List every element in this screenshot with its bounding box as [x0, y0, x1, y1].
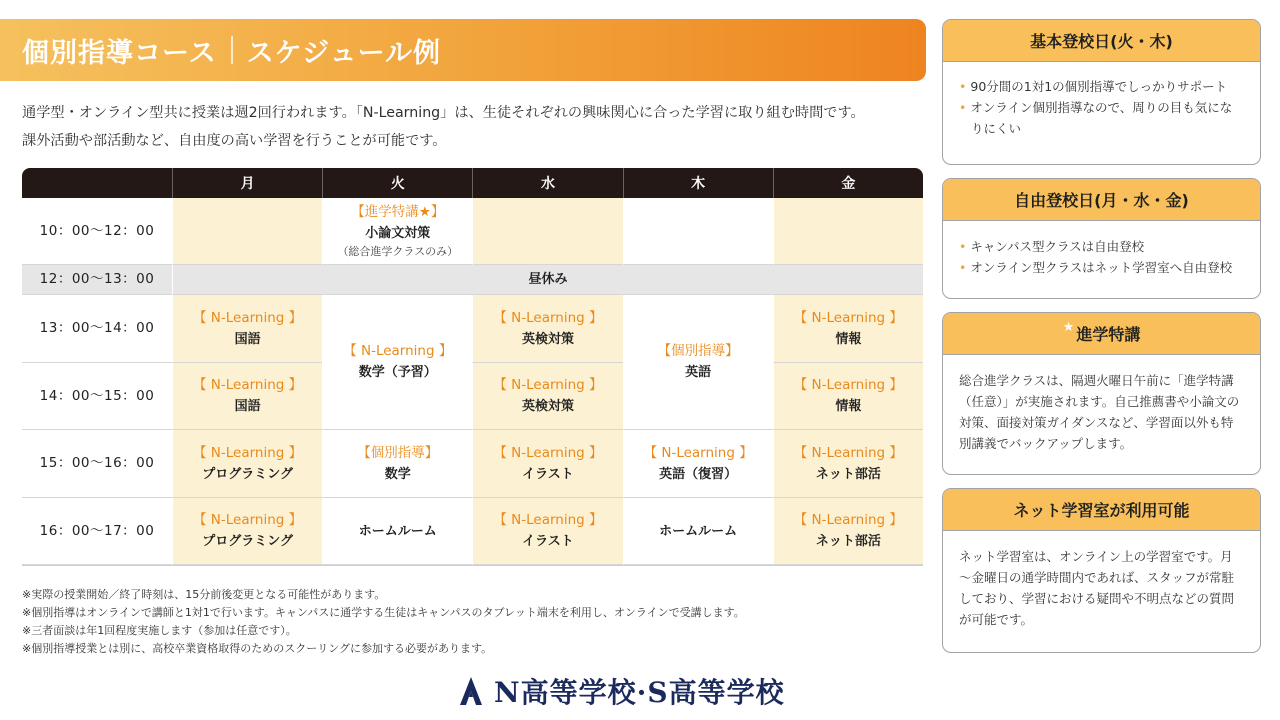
- schedule-grid: [22, 198, 923, 566]
- card-title: 基本登校日(火・木): [943, 20, 1260, 62]
- cell-subject: プログラミング: [202, 534, 293, 549]
- card-body: [943, 221, 1260, 290]
- cell-tag: 【 N-Learning 】: [793, 512, 903, 528]
- cell-tag: 【 N-Learning 】: [193, 444, 303, 461]
- time-slot-15: 15：00～16：00: [22, 430, 172, 498]
- cell-fri-14: [773, 363, 923, 430]
- cell-tag: 【 N-Learning 】: [793, 309, 903, 326]
- cell-tag: 【 N-Learning 】: [493, 444, 603, 461]
- logo-text: N高等学校·S高等学校: [494, 676, 785, 709]
- list-item-text: 90分間の1対1の個別指導でしっかりサポート: [970, 79, 1228, 94]
- list-item-text: オンライン型クラスはネット学習室へ自由登校: [970, 260, 1233, 275]
- cell-thu-15: [623, 430, 773, 498]
- cell-tag: 【個別指導】: [657, 343, 739, 359]
- cell-tag: 【 N-Learning 】: [793, 444, 903, 461]
- header-banner: [0, 19, 926, 81]
- time-slot-14: 14：00～15：00: [22, 363, 172, 430]
- cell-subject: 英語（復習）: [659, 466, 738, 482]
- cell-note: （総合進学クラスのみ）: [337, 245, 459, 258]
- banner-subtitle: スケジュール例: [246, 37, 442, 69]
- list-item-continued: りにくい: [971, 121, 1022, 136]
- cell-subject: 英語: [685, 365, 712, 380]
- footnote: ※三者面談は年1回程度実施します（参加は任意です）。: [22, 624, 297, 637]
- header-day-tue: 火: [322, 168, 472, 198]
- bullet-icon: •: [959, 79, 967, 94]
- cell-subject: 小論文対策: [365, 226, 431, 241]
- cell-tag: 【 N-Learning 】: [493, 309, 603, 326]
- list-item: [959, 76, 1244, 97]
- cell-subject: 数学（予習）: [358, 365, 437, 380]
- card-free-attendance: [942, 178, 1261, 299]
- header-day-fri: 金: [773, 168, 923, 198]
- cell-tag: 【 N-Learning 】: [193, 309, 303, 326]
- star-icon: ★: [1062, 320, 1075, 335]
- list-item: [959, 257, 1244, 278]
- cell-subject: 国語: [234, 399, 261, 414]
- cell-tag: 【 N-Learning 】: [493, 512, 603, 528]
- list-item-text: オンライン個別指導なので、周りの目も気にな: [970, 100, 1233, 115]
- bullet-icon: •: [959, 239, 967, 254]
- cell-tue-13: [322, 295, 472, 430]
- cell-subject: 情報: [835, 399, 862, 414]
- header-day-mon: 月: [172, 168, 322, 198]
- time-slot-13: 13：00～14：00: [22, 295, 172, 363]
- card-body: [943, 62, 1260, 151]
- card-body: 総合進学クラスは、隔週火曜日午前に「進学特講（任意）」が実施されます。自己推薦書や小論文の対策、面接対策ガイダンスなど、学習面以外も特別講義でバックアップします。: [959, 373, 1240, 451]
- cell-thu-10: [623, 198, 773, 265]
- cell-fri-15: [773, 430, 923, 498]
- time-slot-12: 12：00～13：00: [22, 265, 172, 295]
- header-day-wed: 水: [472, 168, 622, 198]
- time-slot-10: 10：00～12：00: [22, 198, 172, 265]
- cell-tag: 【進学特講★】: [351, 204, 445, 220]
- cell-tue-15: [322, 430, 472, 498]
- bullet-icon: •: [959, 100, 967, 115]
- bullet-icon: •: [959, 260, 967, 275]
- cell-wed-14: [472, 363, 622, 430]
- cell-subject: 英検対策: [521, 331, 574, 347]
- card-body: ネット学習室は、オンライン上の学習室です。月～金曜日の通学時間内であれば、スタッフが常駐しており、学習における疑問や不明点などの質問が可能です。: [959, 549, 1235, 627]
- cell-thu-13: [623, 295, 773, 430]
- cell-wed-13: [472, 295, 622, 363]
- cell-wed-16: [472, 498, 622, 565]
- lunch-break: 昼休み: [172, 265, 923, 295]
- list-item-text: キャンパス型クラスは自由登校: [970, 239, 1145, 254]
- cell-fri-13: [773, 295, 923, 363]
- cell-subject: イラスト: [522, 534, 574, 549]
- card-basic-attendance: [942, 19, 1261, 165]
- cell-tue-10: [322, 198, 472, 265]
- card-title: 進学特講: [1076, 325, 1141, 344]
- cell-fri-16: [773, 498, 923, 565]
- card-title: 自由登校日(月・水・金): [943, 179, 1260, 221]
- cell-tag: 【 N-Learning 】: [193, 377, 303, 393]
- logo-mark-icon: [456, 675, 486, 707]
- card-special-lecture: [942, 312, 1261, 475]
- cell-mon-10: [172, 198, 322, 265]
- cell-wed-10: [472, 198, 622, 265]
- cell-mon-16: [172, 498, 322, 565]
- cell-thu-16: ホームルーム: [623, 498, 773, 565]
- cell-tag: 【個別指導】: [357, 444, 439, 461]
- cell-subject: 国語: [234, 331, 261, 347]
- cell-fri-10: [773, 198, 923, 265]
- cell-mon-14: [172, 363, 322, 430]
- card-title: ネット学習室が利用可能: [943, 489, 1260, 531]
- cell-subject: ネット部活: [815, 534, 881, 549]
- list-item: [959, 236, 1244, 257]
- cell-wed-15: [472, 430, 622, 498]
- header-day-thu: 木: [623, 168, 773, 198]
- banner-title: 個別指導コース: [22, 37, 217, 69]
- cell-subject: プログラミング: [202, 466, 293, 482]
- cell-tue-16: ホームルーム: [322, 498, 472, 565]
- intro-text: [22, 99, 922, 155]
- cell-subject: 情報: [835, 331, 862, 347]
- list-item: [959, 97, 1244, 118]
- schedule-table: [22, 168, 923, 566]
- school-logo: [456, 671, 785, 711]
- intro-line-2: 課外活動や部活動など、自由度の高い学習を行うことが可能です。: [22, 133, 447, 149]
- cell-mon-15: [172, 430, 322, 498]
- header-blank: [22, 168, 172, 198]
- cell-tag: 【 N-Learning 】: [343, 343, 453, 359]
- cell-subject: 数学: [384, 466, 411, 482]
- card-title-row: [943, 313, 1260, 355]
- time-slot-16: 16：00～17：00: [22, 498, 172, 565]
- schedule-header-row: [22, 168, 923, 198]
- footnote: ※実際の授業開始／終了時刻は、15分前後変更となる可能性があります。: [22, 588, 386, 601]
- cell-tag: 【 N-Learning 】: [793, 377, 903, 393]
- cell-tag: 【 N-Learning 】: [643, 444, 753, 461]
- card-net-study-room: [942, 488, 1261, 653]
- cell-mon-13: [172, 295, 322, 363]
- footnote: ※個別指導授業とは別に、高校卒業資格取得のためのスクーリングに参加する必要があります。: [22, 642, 493, 655]
- intro-line-1: 通学型・オンライン型共に授業は週2回行われます。「N-Learning」は、生徒それぞれの興味関心に合った学習に取り組む時間です。: [22, 105, 865, 121]
- footnotes: [22, 586, 745, 658]
- footnote: ※個別指導はオンラインで講師と1対1で行います。キャンパスに通学する生徒はキャンパスのタブレット端末を利用し、オンラインで受講します。: [22, 606, 745, 619]
- cell-subject: ネット部活: [815, 466, 881, 482]
- banner-divider: [231, 36, 233, 64]
- cell-tag: 【 N-Learning 】: [493, 377, 603, 393]
- cell-subject: イラスト: [522, 466, 574, 482]
- cell-tag: 【 N-Learning 】: [193, 512, 303, 528]
- cell-subject: 英検対策: [521, 399, 574, 414]
